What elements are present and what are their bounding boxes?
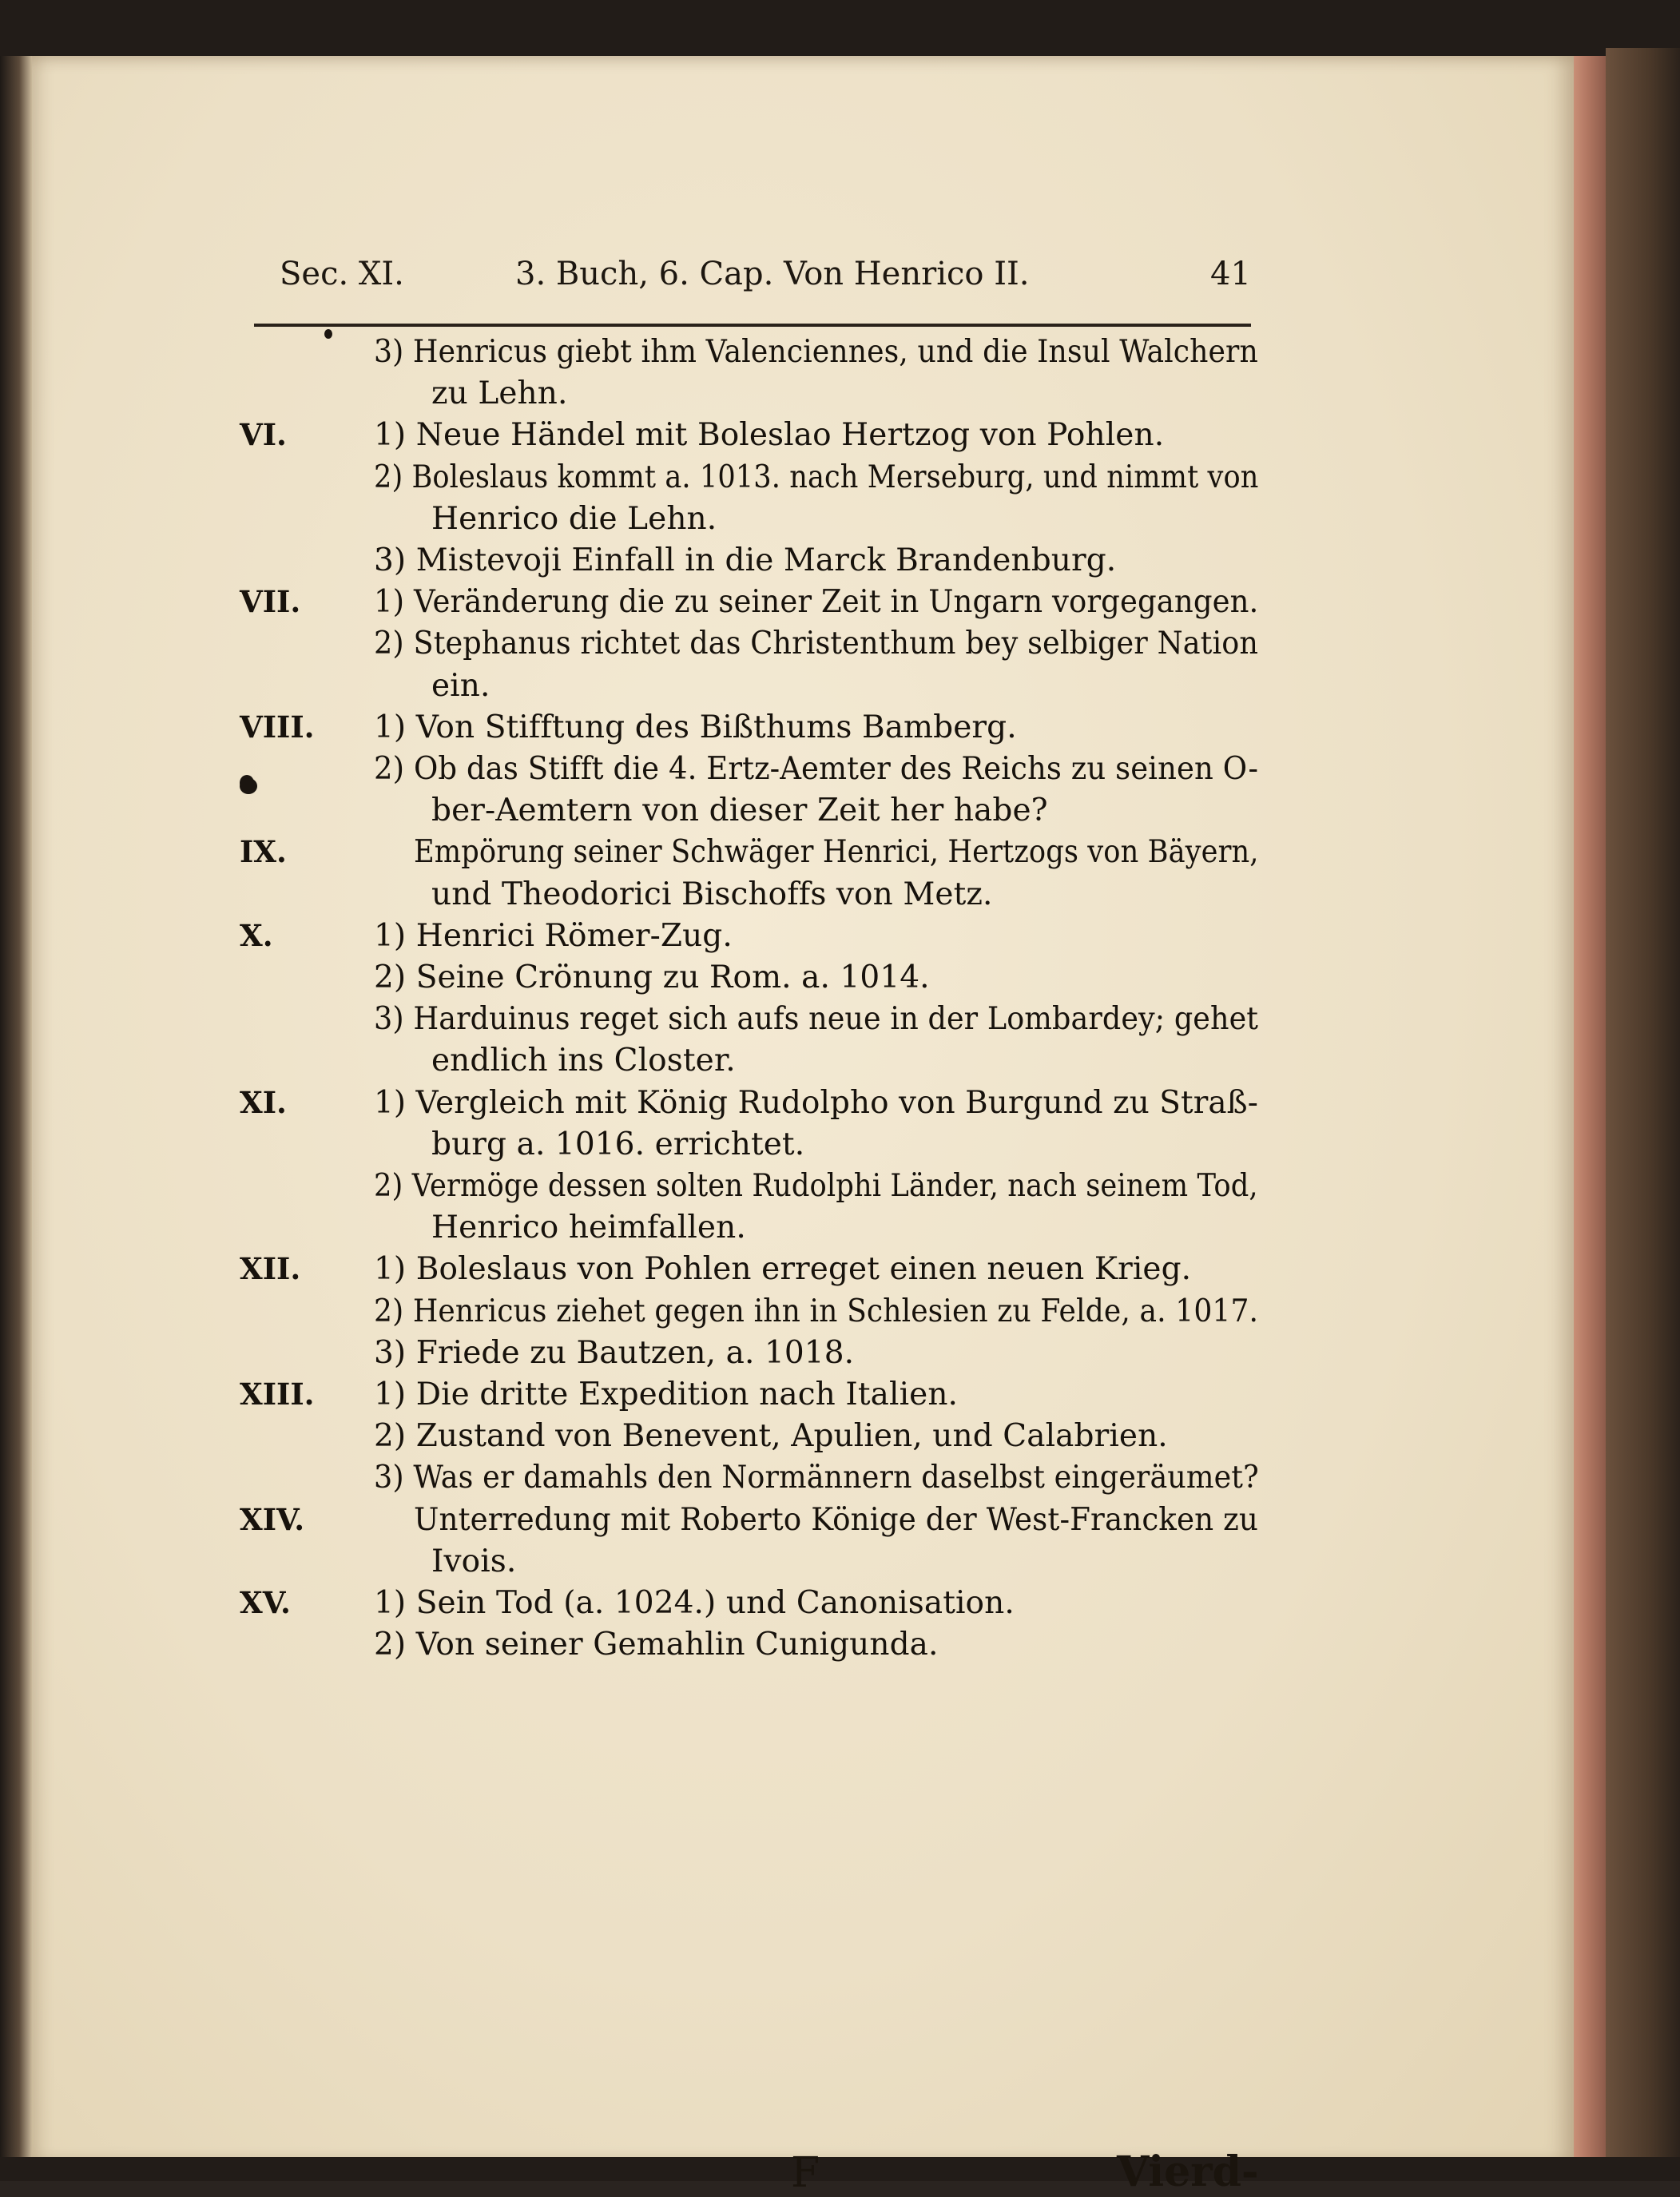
entry-line: 2) Henricus ziehet gegen ihn in Schlesien zu Felde, a. 1017.: [374, 1293, 1259, 1329]
section-numeral: XI.: [240, 1084, 287, 1120]
entry-line: 3) Was er damahls den Normännern daselbst eingeräumet?: [374, 1460, 1259, 1496]
entry-line: 1) Boleslaus von Pohlen erreget einen neuen Krieg.: [374, 1251, 1192, 1288]
entry-line: Empörung seiner Schwäger Henrici, Hertzogs von Bäyern,: [414, 834, 1259, 871]
entry-line: 2) Von seiner Gemahlin Cunigunda.: [374, 1627, 939, 1663]
entry-continuation: Henrico die Lehn.: [431, 500, 717, 537]
entry-line: 1) Vergleich mit König Rudolpho von Burgund zu Straß-: [374, 1084, 1258, 1121]
running-head-section: Sec. XI.: [280, 256, 404, 292]
section-numeral: VII.: [240, 584, 301, 620]
entry-line: 2) Seine Crönung zu Rom. a. 1014.: [374, 959, 930, 995]
entry-line: 3) Friede zu Bautzen, a. 1018.: [374, 1334, 855, 1371]
section-numeral: XV.: [240, 1585, 291, 1620]
entry-line: 1) Veränderung die zu seiner Zeit in Ungarn vorgegangen.: [374, 584, 1259, 621]
entry-continuation: Henrico heimfallen.: [431, 1210, 746, 1246]
entry-line: 1) Sein Tod (a. 1024.) und Canonisation.: [374, 1585, 1015, 1621]
entry-line: 3) Henricus giebt ihm Valenciennes, und die Insul Walchern: [374, 334, 1258, 370]
entry-line: Unterredung mit Roberto Könige der West-Francken zu: [414, 1501, 1258, 1538]
entry-line: 3) Mistevoji Einfall in die Marck Brandenburg.: [374, 542, 1117, 578]
entry-line: 2) Ob das Stifft die 4. Ertz-Aemter des Reichs zu seinen O-: [374, 751, 1259, 787]
section-numeral: VIII.: [240, 709, 315, 745]
entry-continuation: und Theodorici Bischoffs von Metz.: [431, 876, 993, 912]
section-numeral: XIII.: [240, 1377, 315, 1412]
entry-line: 1) Von Stifftung des Bißthums Bamberg.: [374, 709, 1017, 745]
entry-line: 2) Vermöge dessen solten Rudolphi Länder, nach seinem Tod,: [374, 1168, 1258, 1204]
section-numeral: IX.: [240, 834, 287, 870]
entry-continuation: ein.: [431, 667, 490, 704]
entry-continuation: endlich ins Closter.: [431, 1043, 736, 1079]
entry-line: 1) Die dritte Expedition nach Italien.: [374, 1377, 959, 1412]
catchword: Vierd-: [1117, 2147, 1259, 2196]
entry-line: 2) Zustand von Benevent, Apulien, und Calabrien.: [374, 1418, 1168, 1455]
section-numeral: VI.: [240, 417, 287, 453]
section-numeral: XII.: [240, 1251, 301, 1287]
entry-line: 2) Boleslaus kommt a. 1013. nach Merseburg, und nimmt von: [374, 459, 1259, 495]
entry-line: 1) Henrici Römer-Zug.: [374, 917, 733, 954]
page-number: 41: [1210, 256, 1251, 292]
entry-continuation: ber-Aemtern von dieser Zeit her habe?: [431, 793, 1048, 829]
entry-line: 2) Stephanus richtet das Christenthum bey selbiger Nation: [374, 626, 1259, 662]
section-numeral: X.: [240, 917, 273, 953]
signature-mark: F: [791, 2149, 820, 2197]
running-head-title: 3. Buch, 6. Cap. Von Henrico II.: [515, 256, 1030, 292]
entry-continuation: burg a. 1016. errichtet.: [431, 1126, 805, 1162]
entry-continuation: Ivois.: [431, 1543, 517, 1579]
entry-continuation: zu Lehn.: [431, 375, 568, 412]
entry-line: 3) Harduinus reget sich aufs neue in der Lombardey; gehet: [374, 1001, 1259, 1038]
entry-line: 1) Neue Händel mit Boleslao Hertzog von Pohlen.: [374, 417, 1165, 454]
section-numeral: XIV.: [240, 1501, 305, 1537]
